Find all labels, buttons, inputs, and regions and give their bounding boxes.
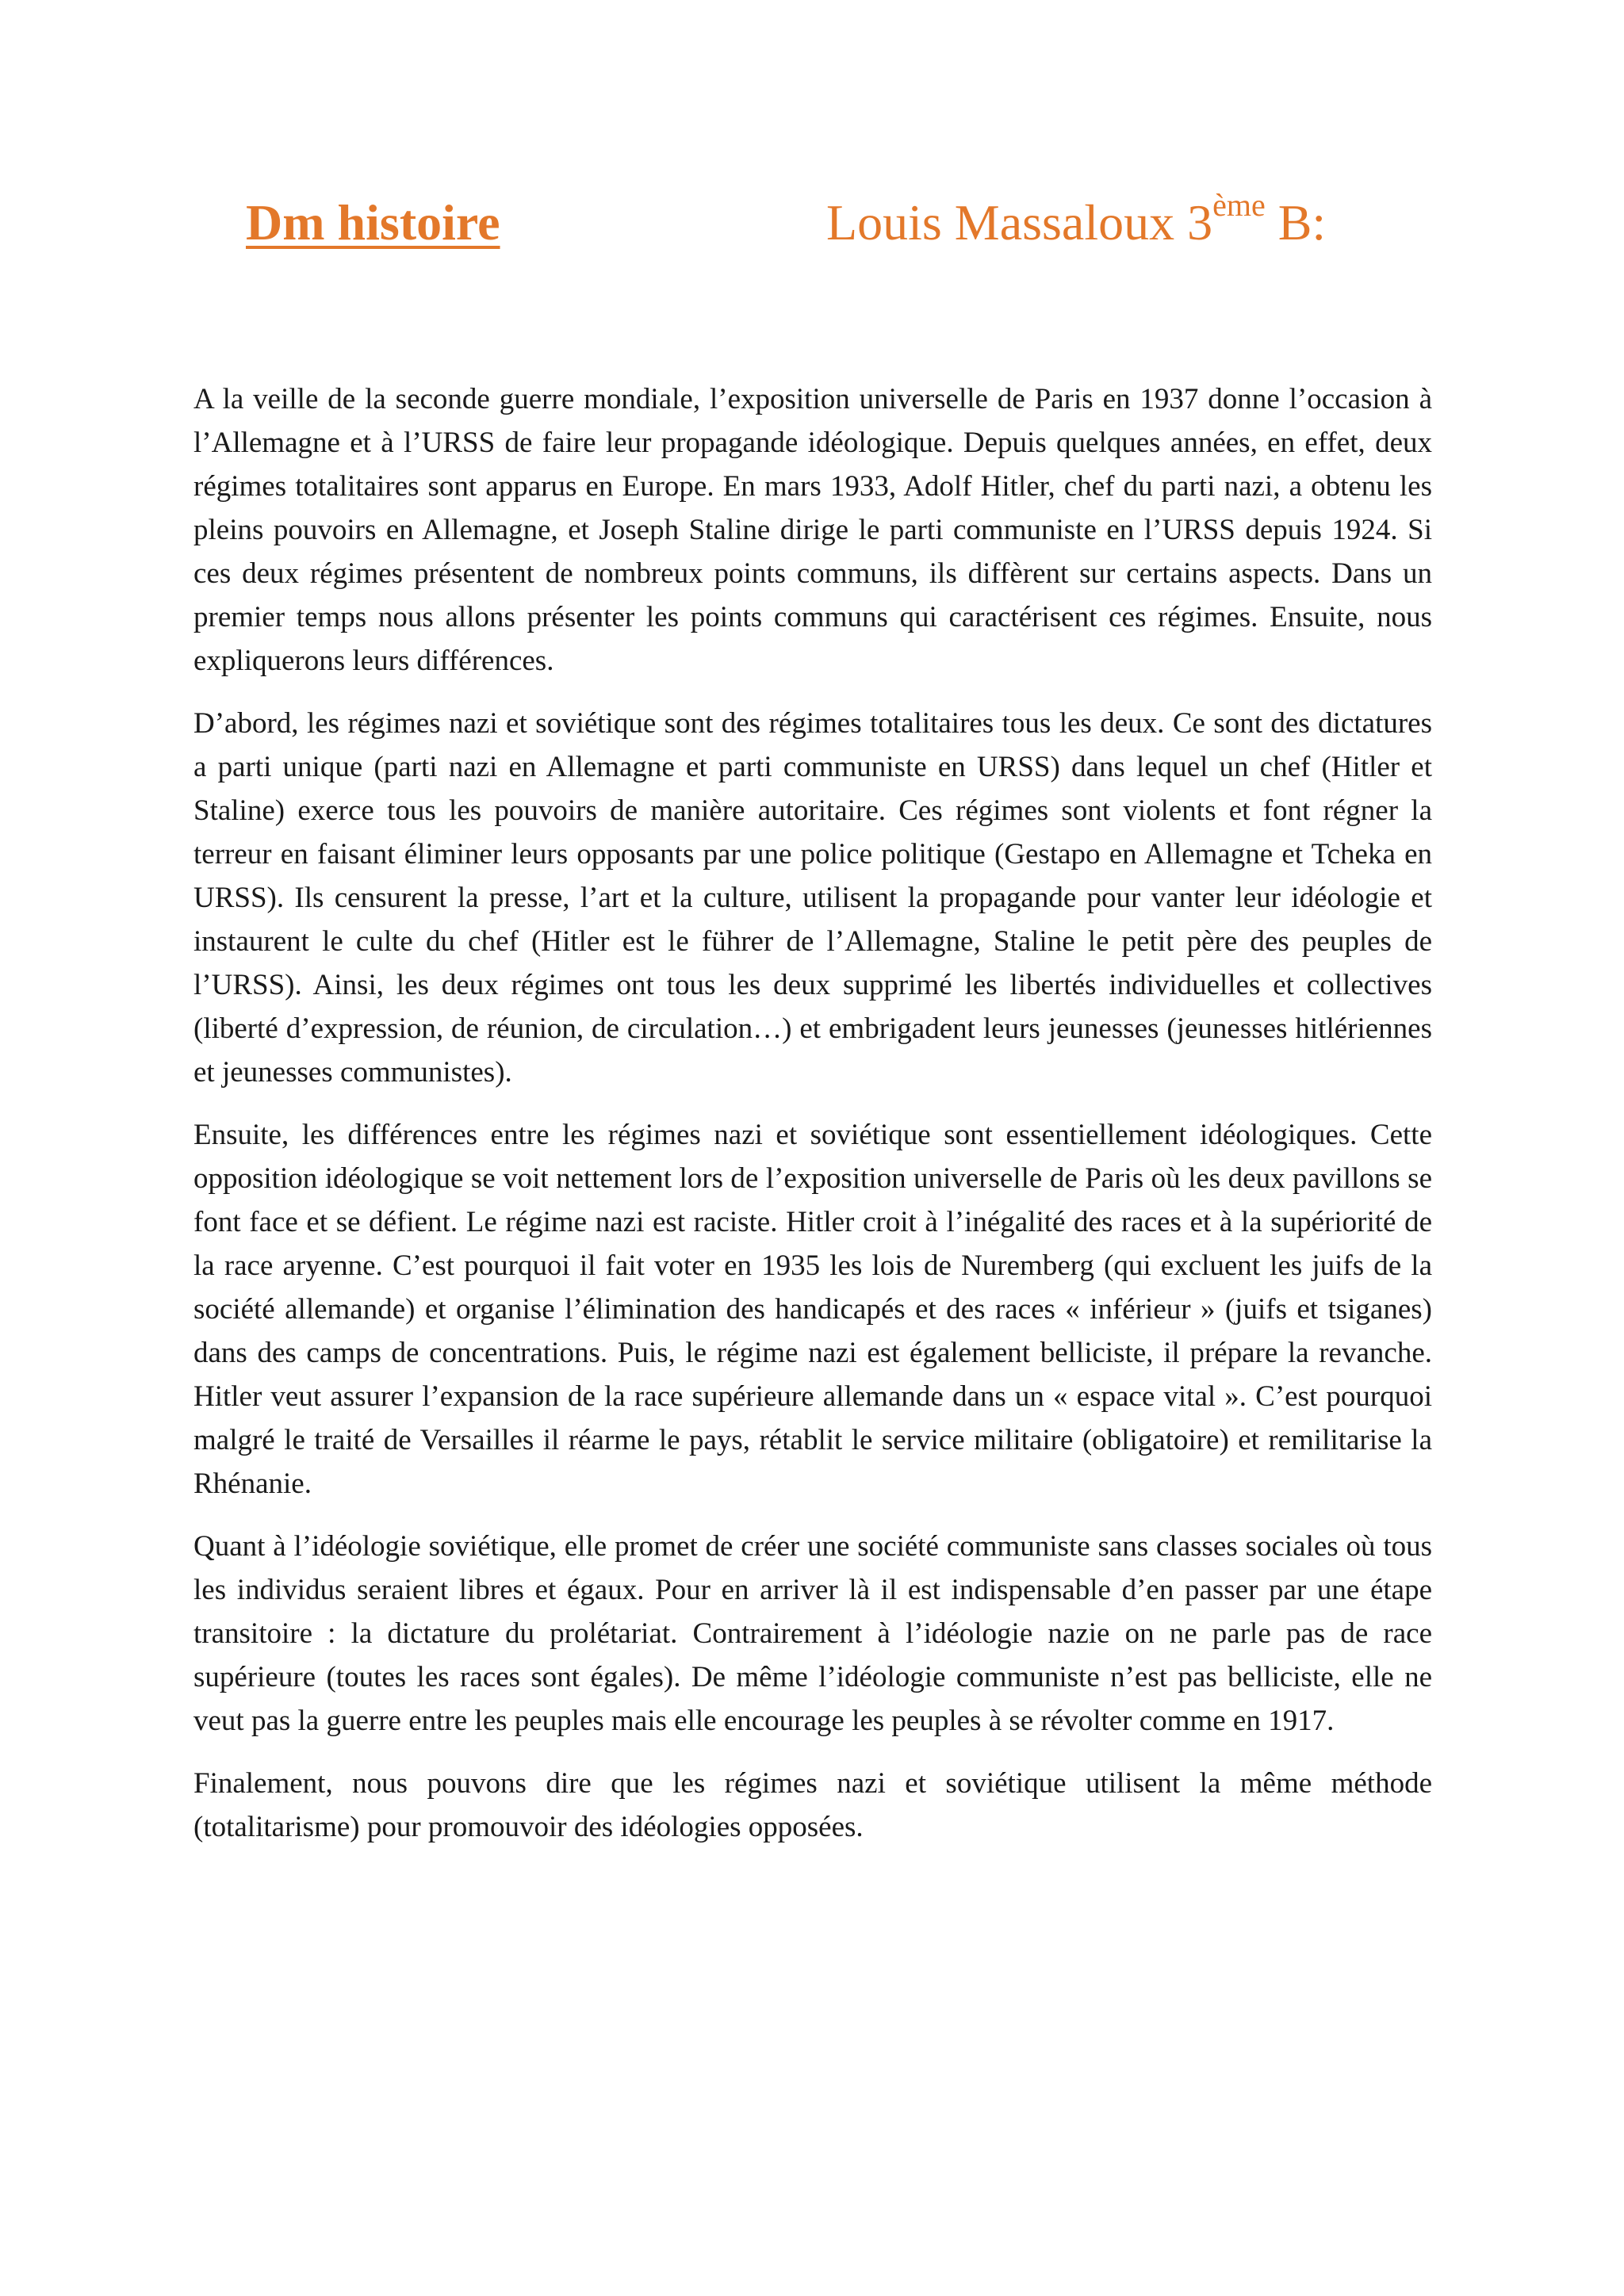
paragraph-common-points: D’abord, les régimes nazi et soviétique sont des régimes totalitaires tous les deux. Ce sont des dictatures a parti unique (parti nazi en Allemagne et parti communiste en URSS) dans lequel un chef (Hitler et Staline) exerce tous les pouvoirs de manière autoritaire. Ces régimes sont violents et font régner la terreur en faisant éliminer leurs opposants par une police politique (Gestapo en Allemagne et Tcheka en URSS). Ils censurent la presse, l’art et la culture, utilisent la propagande pour vanter leur idéologie et instaurent le culte du chef (Hitler est le führer de l’Allemagne, Staline le petit père des peuples de l’URSS). Ainsi, les deux régimes ont tous les deux supprimé les libertés individuelles et collectives (liberté d’expression, de réunion, de circulation…) et embrigadent leurs jeunesses (jeunesses hitlériennes et jeunesses communistes). <box>193 707 1432 1089</box>
class-label: B: <box>1265 194 1327 251</box>
paragraph-conclusion: Finalement, nous pouvons dire que les régimes nazi et soviétique utilisent la même méthode (totalitarisme) pour promouvoir des idéologies opposées. <box>193 1767 1432 1843</box>
paragraph-nazi-ideology: Ensuite, les différences entre les régimes nazi et soviétique sont essentiellement idéologiques. Cette opposition idéologique se voit nettement lors de l’exposition universelle de Paris où les deux pavillons se font face et se défient. Le régime nazi est raciste. Hitler croit à l’inégalité des races et à la supériorité de la race aryenne. C’est pourquoi il fait voter en 1935 les lois de Nuremberg (qui excluent les juifs de la société allemande) et organise l’élimination des handicapés et des races « inférieur » (juifs et tsiganes) dans des camps de concentrations. Puis, le régime nazi est également belliciste, il prépare la revanche. Hitler veut assurer l’expansion de la race supérieure allemande dans un « espace vital ». C’est pourquoi malgré le traité de Versailles il réarme le pays, rétablit le service militaire (obligatoire) et remilitarise la Rhénanie. <box>193 1119 1432 1500</box>
paragraph-introduction: A la veille de la seconde guerre mondiale, l’exposition universelle de Paris en 1937 donne l’occasion à l’Allemagne et à l’URSS de faire leur propagande idéologique. Depuis quelques années, en effet, deux régimes totalitaires sont apparus en Europe. En mars 1933, Adolf Hitler, chef du parti nazi, a obtenu les pleins pouvoirs en Allemagne, et Joseph Staline dirige le parti communiste en l’URSS depuis 1924. Si ces deux régimes présentent de nombreux points communs, ils diffèrent sur certains aspects. Dans un premier temps nous allons présenter les points communs qui caractérisent ces régimes. Ensuite, nous expliquerons leurs différences. <box>193 383 1432 677</box>
paragraph-soviet-ideology: Quant à l’idéologie soviétique, elle promet de créer une société communiste sans classes sociales où tous les individus seraient libres et égaux. Pour en arriver là il est indispensable d’en passer par une étape transitoire : la dictature du prolétariat. Contrairement à l’idéologie nazie on ne parle pas de race supérieure (toutes les races sont égales). De même l’idéologie communiste n’est pas belliciste, elle ne veut pas la guerre entre les peuples mais elle encourage les peuples à se révolter comme en 1917. <box>193 1530 1432 1737</box>
document-header <box>0 184 1624 279</box>
author-line <box>826 186 1327 252</box>
author-name: Louis Massaloux 3 <box>826 194 1213 251</box>
document-title: Dm histoire <box>246 194 500 251</box>
grade-superscript: ème <box>1212 186 1266 223</box>
essay-body <box>193 377 1432 1868</box>
